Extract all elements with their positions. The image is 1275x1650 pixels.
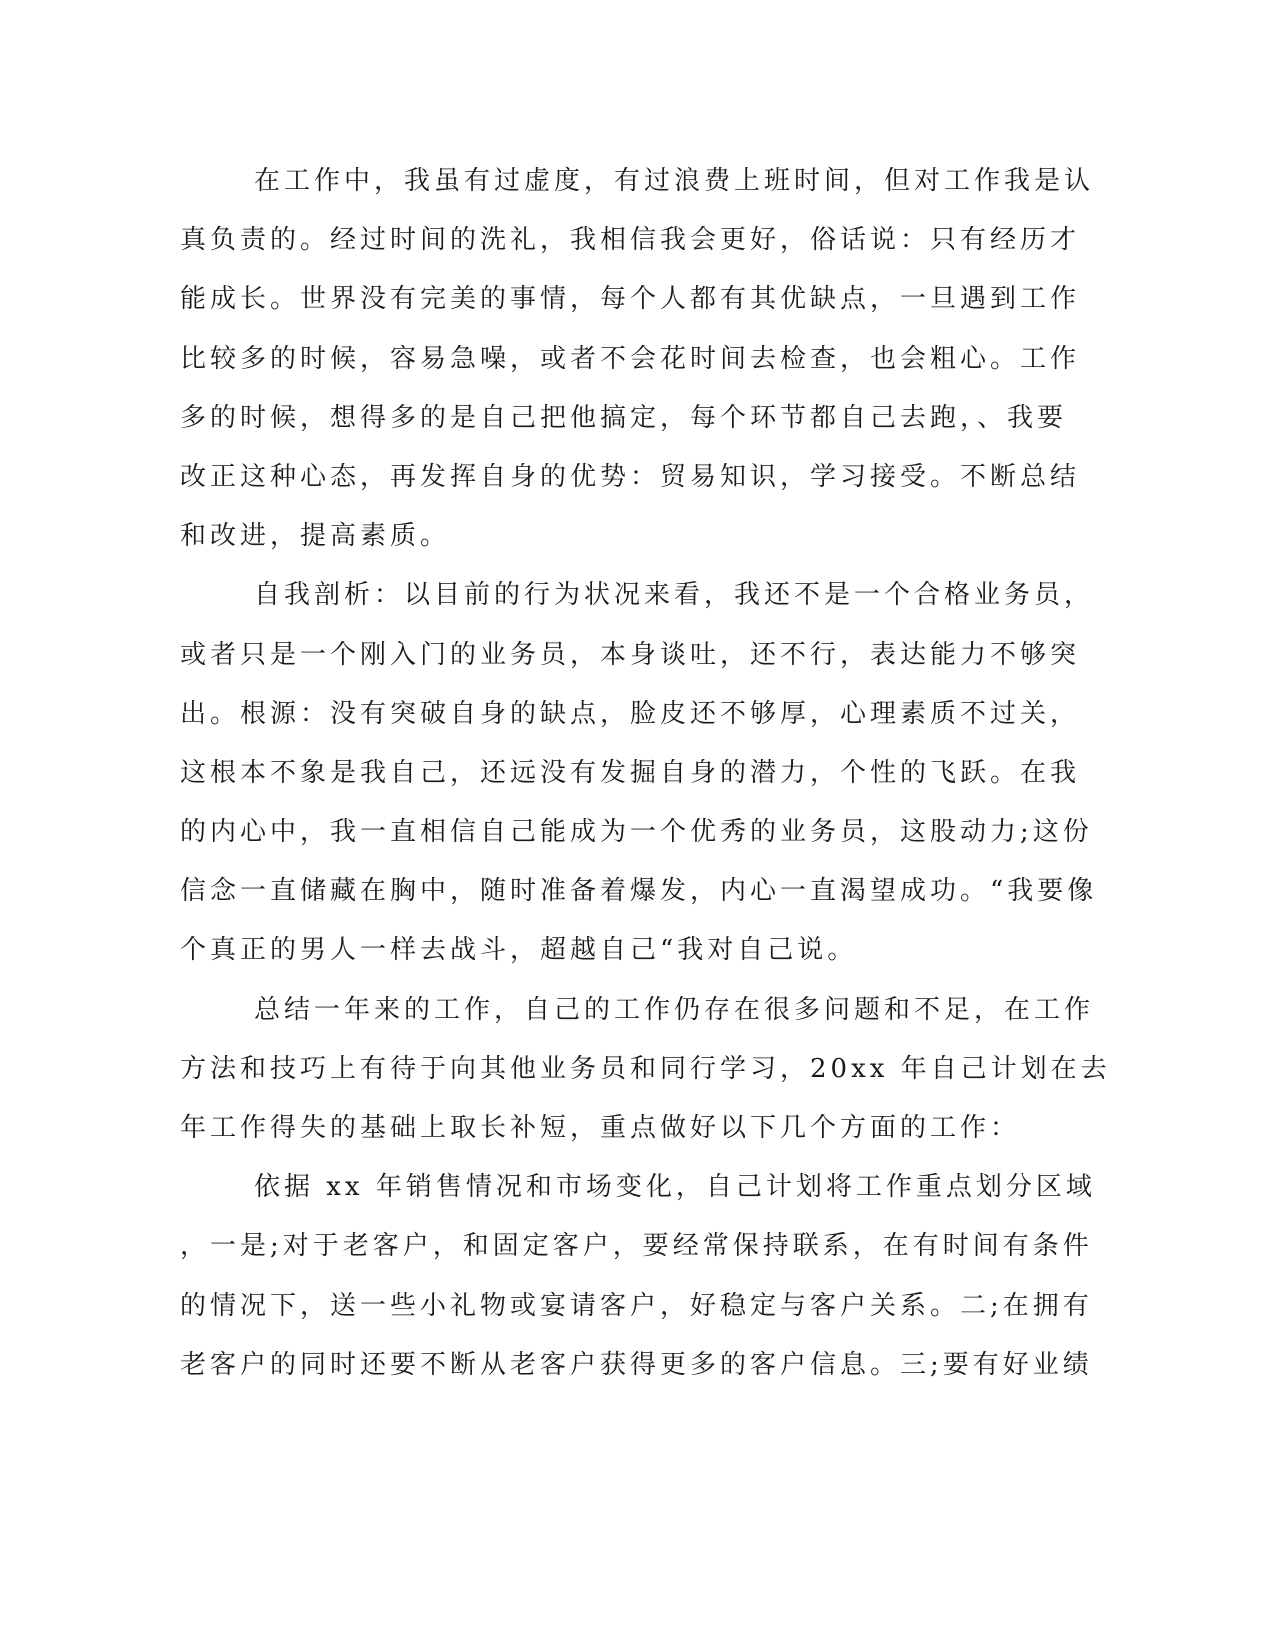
paragraph-1-line-3: 能成长。世界没有完美的事情，每个人都有其优缺点，一旦遇到工作 — [180, 284, 1081, 315]
paragraph-1-line-4: 比较多的时候，容易急噪，或者不会花时间去检查，也会粗心。工作 — [180, 343, 1081, 374]
paragraph-4-line-1: 依据 xx 年销售情况和市场变化，自己计划将工作重点划分区域 — [254, 1172, 1096, 1203]
paragraph-1-line-2: 真负责的。经过时间的洗礼，我相信我会更好，俗话说：只有经历才 — [180, 225, 1081, 256]
paragraph-3-line-1: 总结一年来的工作，自己的工作仍存在很多问题和不足，在工作 — [254, 994, 1095, 1025]
paragraph-1-line-6: 改正这种心态，再发挥自身的优势：贸易知识，学习接受。不断总结 — [180, 461, 1081, 492]
paragraph-2-line-2: 或者只是一个刚入门的业务员，本身谈吐，还不行，表达能力不够突 — [180, 639, 1081, 670]
paragraph-2-line-6: 信念一直储藏在胸中，随时准备着爆发，内心一直渴望成功。“我要像 — [180, 876, 1098, 907]
paragraph-4-line-3: 的情况下，送一些小礼物或宴请客户，好稳定与客户关系。二;在拥有 — [180, 1290, 1093, 1321]
paragraph-1-line-5: 多的时候，想得多的是自己把他搞定，每个环节都自己去跑，、我要 — [180, 402, 1068, 433]
body-text — [180, 152, 1111, 1395]
paragraph-1-line-1: 在工作中，我虽有过虚度，有过浪费上班时间，但对工作我是认 — [254, 166, 1095, 196]
paragraph-3-line-2: 方法和技巧上有待于向其他业务员和同行学习，20xx 年自己计划在去 — [180, 1053, 1111, 1084]
paragraph-1-line-7: 和改进，提高素质。 — [180, 521, 451, 552]
paragraph-4-line-2: ，一是;对于老客户，和固定客户，要经常保持联系，在有时间有条件 — [180, 1231, 1093, 1262]
paragraph-2-line-4: 这根本不象是我自己，还远没有发掘自身的潜力，个性的飞跃。在我 — [180, 757, 1081, 788]
paragraph-4-line-4: 老客户的同时还要不断从老客户获得更多的客户信息。三;要有好业绩 — [180, 1349, 1093, 1380]
paragraph-2-line-5: 的内心中，我一直相信自己能成为一个优秀的业务员，这股动力;这份 — [180, 817, 1093, 848]
paragraph-3-line-3: 年工作得失的基础上取长补短，重点做好以下几个方面的工作： — [180, 1113, 1021, 1143]
paragraph-2-line-7: 个真正的男人一样去战斗，超越自己“我对自己说。 — [180, 935, 858, 966]
paragraph-2-line-3: 出。根源：没有突破自身的缺点，脸皮还不够厚，心理素质不过关， — [180, 698, 1081, 729]
paragraph-2-line-1: 自我剖析：以目前的行为状况来看，我还不是一个合格业务员， — [254, 580, 1095, 611]
